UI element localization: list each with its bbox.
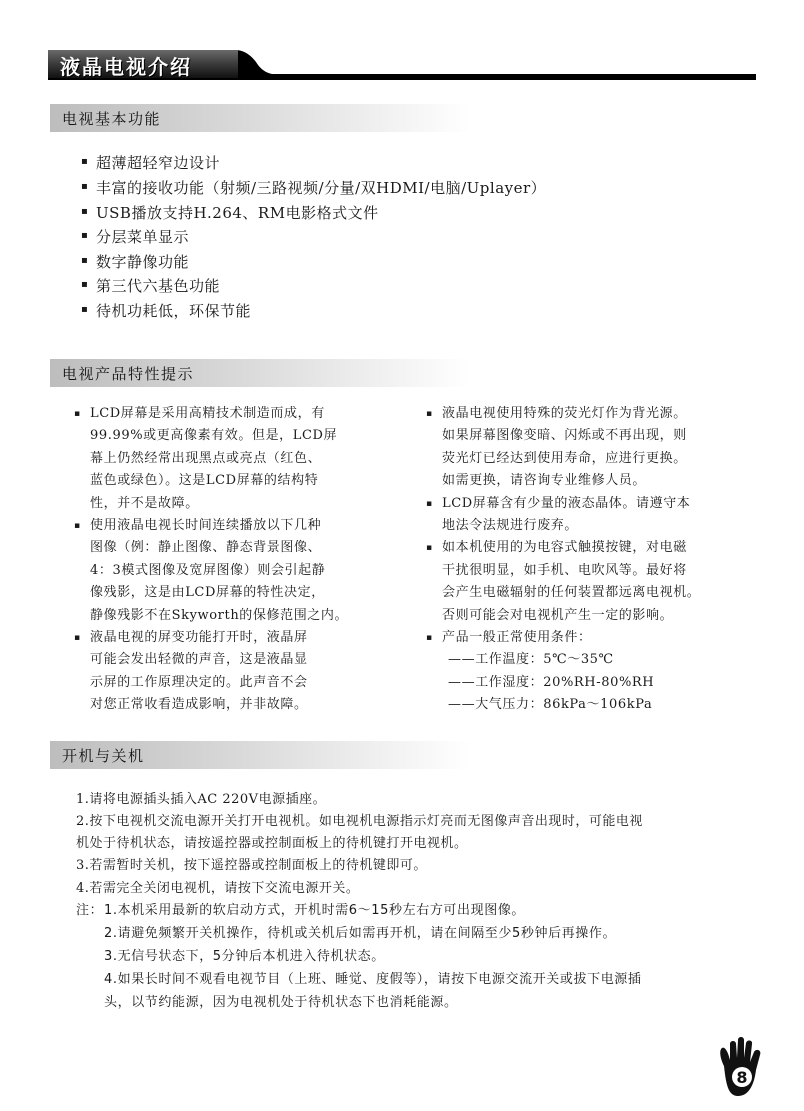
page-title: 液晶电视介绍 — [60, 55, 192, 79]
note-line: 3.无信号状态下，5分钟后本机进入待机状态。 — [104, 949, 385, 964]
section-header-features: 电视产品特性提示 — [50, 359, 470, 387]
condition-line: ——工作湿度：20%RH-80%RH — [448, 674, 655, 690]
feature-item: ▪ LCD屏幕是采用高精技术制造而成，有 99.99%或更高像素有效。但是，LCD屏 幕上仍然经常出现黑点或亮点（红色、 蓝色或绿色）。这是LCD屏幕的结构特 性，并不是故障。 — [74, 403, 348, 515]
list-item: ▪ 待机功耗低，环保节能 — [82, 300, 251, 321]
power-step: 2.按下电视机交流电源开关打开电视机。如电视机电源指示灯亮而无图像声音出现时，可能电视 — [76, 814, 643, 829]
condition-line: ——大气压力：86kPa～106kPa — [448, 697, 653, 713]
power-step: 4.若需完全关闭电视机，请按下交流电源开关。 — [76, 881, 360, 896]
feature-item: ▪ 如本机使用的为电容式触摸按键，对电磁 干扰很明显，如手机、电吹风等。最好将 会产生电磁辐射的任何装置都远离电视机。 否则可能会对电视机产生一定的影响。 — [426, 537, 700, 627]
feature-item: ▪ 液晶电视使用特殊的荧光灯作为背光源。 如果屏幕图像变暗、闪烁或不再出现，则 荧光灯已经达到使用寿命，应进行更换。 如需更换，请咨询专业维修人员。 — [426, 403, 700, 493]
note-line: 4.如果长时间不观看电视节目（上班、睡觉、度假等），请按下电源交流开关或拔下电源插 — [104, 972, 642, 987]
section-header-basic: 电视基本功能 — [50, 104, 470, 132]
power-step: 3.若需暂时关机，按下遥控器或控制面板上的待机键即可。 — [76, 858, 427, 873]
note-label: 注： — [76, 903, 104, 918]
conditions-item: ▪ 产品一般正常使用条件： — [426, 627, 700, 649]
condition-line: ——工作温度：5℃～35℃ — [448, 652, 614, 668]
list-item: ▪ 第三代六基色功能 — [82, 275, 220, 296]
feature-item: ▪ 使用液晶电视长时间连续播放以下几种 图像（例：静止图像、静态背景图像、 4：3模式图像及宽屏图像）则会引起静 像残影，这是由LCD屏幕的特性决定， 静像残影不在Skyworth的保修范围之内。 — [74, 515, 348, 627]
features-right-column — [426, 403, 700, 717]
section-header-power: 开机与关机 — [50, 741, 470, 769]
hand-icon — [712, 1036, 772, 1100]
note-line: 1.本机采用最新的软启动方式，开机时需6〜15秒左右方可出现图像。 — [104, 903, 526, 918]
page-number: 8 — [736, 1068, 748, 1087]
feature-item: ▪ 液晶电视的屏变功能打开时，液晶屏 可能会发出轻微的声音，这是液晶显 示屏的工作原理决定的。此声音不会 对您正常收看造成影响，并非故障。 — [74, 627, 348, 717]
note-line: 2.请避免频繁开关机操作，待机或关机后如需再开机，请在间隔至少5秒钟后再操作。 — [104, 926, 617, 941]
note-line: 头，以节约能源，因为电视机处于待机状态下也消耗能源。 — [104, 995, 458, 1010]
list-item: ▪ 数字静像功能 — [82, 251, 189, 272]
power-step: 1.请将电源插头插入AC 220V电源插座。 — [76, 792, 327, 807]
list-item: ▪ 超薄超轻窄边设计 — [82, 152, 220, 173]
feature-item: ▪ LCD屏幕含有少量的液态晶体。请遵守本 地法令法规进行废弃。 — [426, 493, 700, 538]
list-item: ▪ USB播放支持H.264、RM电影格式文件 — [82, 202, 379, 223]
list-item: ▪ 丰富的接收功能（射频/三路视频/分量/双HDMI/电脑/Uplayer） — [82, 177, 546, 198]
power-step: 机处于待机状态，请按遥控器或控制面板上的待机键打开电视机。 — [76, 836, 468, 851]
list-item: ▪ 分层菜单显示 — [82, 226, 189, 247]
features-left-column — [74, 403, 348, 717]
